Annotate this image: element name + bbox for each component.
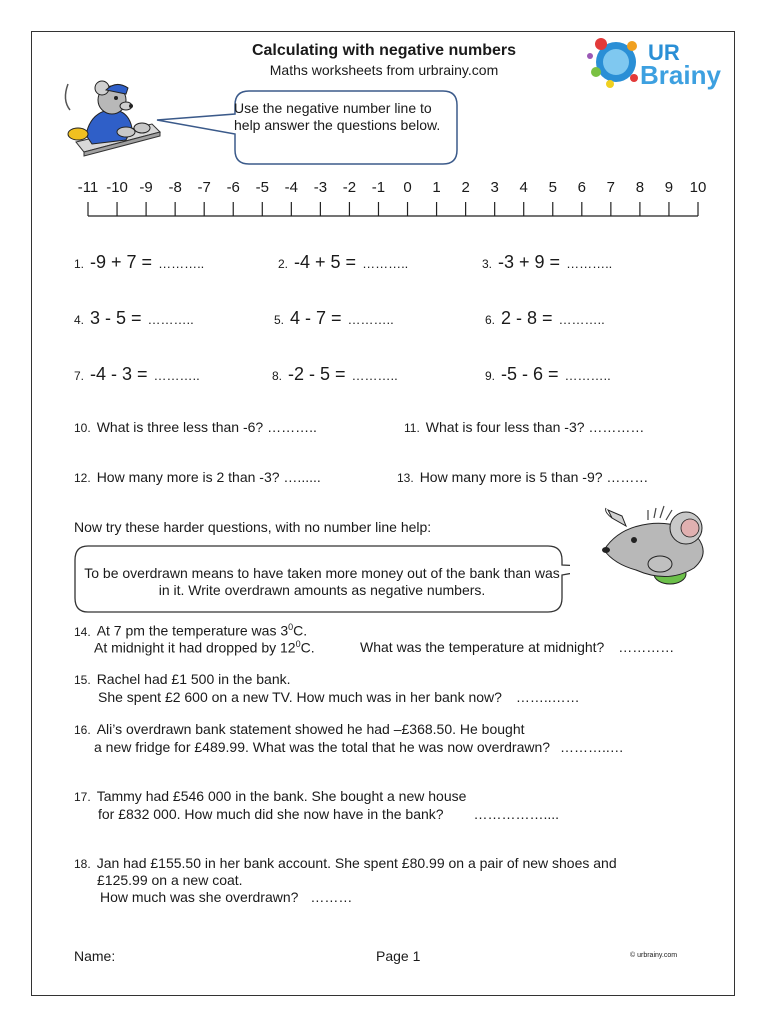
question-number: 4. bbox=[74, 313, 85, 327]
name-label: Name: bbox=[74, 948, 116, 964]
answer-blank[interactable]: ……….. bbox=[558, 312, 605, 327]
question-18-line-2 bbox=[97, 872, 243, 888]
question-expression: -5 - 6 = bbox=[501, 364, 559, 384]
question-14-line-1 bbox=[74, 622, 307, 639]
question-expression: -9 + 7 = bbox=[90, 252, 153, 272]
question-text: How much was she overdrawn? bbox=[100, 889, 299, 905]
number-line-label: -11 bbox=[77, 179, 99, 196]
question-text: How many more is 2 than -3? …...... bbox=[96, 469, 321, 485]
question-18-line-3 bbox=[100, 889, 352, 905]
question-number: 14. bbox=[74, 624, 91, 639]
question-number: 12. bbox=[74, 471, 91, 485]
question-2 bbox=[278, 252, 408, 273]
question-15-line-1 bbox=[74, 671, 291, 687]
question-number: 17. bbox=[74, 790, 91, 804]
question-16-line-2 bbox=[94, 739, 624, 755]
logo-text-brainy: Brainy bbox=[640, 60, 721, 90]
number-line-label: 5 bbox=[548, 179, 557, 196]
number-line-label: 9 bbox=[664, 179, 674, 196]
question-text: What was the temperature at midnight? bbox=[360, 639, 605, 655]
degree-superscript: 0 bbox=[295, 639, 301, 649]
question-13 bbox=[397, 469, 648, 485]
question-text: Ali’s overdrawn bank statement showed he had –£368.50. He bought bbox=[96, 721, 525, 737]
question-text: What is four less than -3? ………… bbox=[425, 419, 645, 435]
number-line-label: -5 bbox=[255, 179, 269, 196]
question-10 bbox=[74, 419, 317, 435]
question-16-line-1 bbox=[74, 721, 525, 737]
question-number: 7. bbox=[74, 369, 85, 383]
page-number: Page 1 bbox=[376, 948, 421, 964]
number-line-label: 3 bbox=[490, 179, 499, 196]
answer-blank[interactable]: ………..… bbox=[559, 739, 624, 755]
harder-questions-intro: Now try these harder questions, with no number line help: bbox=[74, 519, 432, 535]
question-text: How many more is 5 than -9? ……… bbox=[419, 469, 649, 485]
question-expression: 3 - 5 = bbox=[90, 308, 142, 328]
number-line-label: -3 bbox=[313, 179, 328, 196]
question-expression: -3 + 9 = bbox=[498, 252, 561, 272]
question-14-ask bbox=[360, 639, 674, 655]
answer-blank[interactable]: ……….. bbox=[153, 368, 200, 383]
number-line-label: 0 bbox=[403, 179, 412, 196]
question-text: for £832 000. How much did she now have in the bank? bbox=[98, 806, 444, 822]
question-number: 15. bbox=[74, 673, 91, 687]
question-text: C. bbox=[300, 639, 315, 656]
copyright-notice: © urbrainy.com bbox=[630, 952, 678, 959]
question-text: Tammy had £546 000 in the bank. She bought a new house bbox=[96, 788, 467, 804]
number-line-label: 7 bbox=[606, 179, 616, 196]
number-line-label: -8 bbox=[168, 179, 182, 196]
question-text: What is three less than -6? ……….. bbox=[96, 419, 317, 435]
question-12 bbox=[74, 469, 321, 485]
logo-text-ur: UR bbox=[648, 40, 680, 65]
answer-blank[interactable]: ……….. bbox=[147, 312, 194, 327]
number-line-label: -7 bbox=[197, 179, 211, 196]
question-number: 16. bbox=[74, 723, 91, 737]
number-line-label: 2 bbox=[461, 179, 470, 196]
question-9 bbox=[485, 364, 611, 385]
number-line-label: -1 bbox=[371, 179, 386, 196]
question-3 bbox=[482, 252, 612, 273]
question-number: 2. bbox=[278, 257, 289, 271]
question-text: C. bbox=[293, 622, 308, 639]
question-number: 1. bbox=[74, 257, 85, 271]
question-expression: 4 - 7 = bbox=[290, 308, 342, 328]
definition-speech-bubble bbox=[74, 545, 570, 613]
answer-blank[interactable]: ……….. bbox=[351, 368, 398, 383]
question-17-line-1 bbox=[74, 788, 466, 804]
number-line-label: -2 bbox=[342, 179, 357, 196]
page-title: Calculating with negative numbers bbox=[251, 42, 517, 59]
answer-blank[interactable]: ……… bbox=[310, 889, 353, 905]
question-number: 6. bbox=[485, 313, 496, 327]
question-17-line-2 bbox=[98, 806, 559, 822]
question-expression: -2 - 5 = bbox=[288, 364, 346, 384]
number-line-label: -4 bbox=[284, 179, 299, 196]
question-14-line-2 bbox=[94, 639, 315, 656]
question-6 bbox=[485, 308, 605, 329]
question-text: She spent £2 600 on a new TV. How much was in her bank now? bbox=[98, 689, 502, 705]
question-15-line-2 bbox=[98, 689, 580, 705]
question-5 bbox=[274, 308, 394, 329]
answer-blank[interactable]: ……….. bbox=[566, 256, 613, 271]
answer-blank[interactable]: ……….. bbox=[362, 256, 409, 271]
number-line-label: 10 bbox=[689, 179, 707, 196]
number-line-label: 8 bbox=[635, 179, 645, 196]
thinking-mouse-illustration bbox=[598, 498, 714, 590]
question-number: 3. bbox=[482, 257, 493, 271]
question-text: At midnight it had dropped by 12 bbox=[94, 639, 296, 656]
question-expression: -4 - 3 = bbox=[90, 364, 148, 384]
question-4 bbox=[74, 308, 194, 329]
instruction-text: Use the negative number line to help answer the questions below. bbox=[234, 100, 441, 133]
urbrainy-logo bbox=[586, 32, 734, 92]
number-line-label: 1 bbox=[432, 179, 441, 196]
mouse-on-keyboard-illustration bbox=[56, 80, 168, 162]
question-1 bbox=[74, 252, 204, 273]
question-text: £125.99 on a new coat. bbox=[97, 872, 243, 888]
answer-blank[interactable]: ………… bbox=[618, 639, 675, 655]
question-number: 10. bbox=[74, 421, 91, 435]
answer-blank[interactable]: ……..…… bbox=[515, 689, 580, 705]
number-line bbox=[60, 178, 720, 223]
answer-blank[interactable]: ……….. bbox=[564, 368, 611, 383]
question-text: Rachel had £1 500 in the bank. bbox=[96, 671, 291, 687]
question-text: Jan had £155.50 in her bank account. She spent £80.99 on a pair of new shoes and bbox=[96, 855, 617, 871]
question-number: 11. bbox=[404, 421, 420, 435]
question-text: At 7 pm the temperature was 3 bbox=[96, 622, 289, 639]
number-line-label: 6 bbox=[577, 179, 586, 196]
page-subtitle: Maths worksheets from urbrainy.com bbox=[269, 62, 499, 78]
question-7 bbox=[74, 364, 200, 385]
question-number: 18. bbox=[74, 857, 91, 871]
question-number: 13. bbox=[397, 471, 414, 485]
answer-blank[interactable]: ……….. bbox=[158, 256, 205, 271]
answer-blank[interactable]: ……….. bbox=[347, 312, 394, 327]
question-number: 9. bbox=[485, 369, 496, 383]
number-line-label: 4 bbox=[519, 179, 528, 196]
question-expression: 2 - 8 = bbox=[501, 308, 553, 328]
question-8 bbox=[272, 364, 398, 385]
degree-superscript: 0 bbox=[288, 622, 294, 632]
question-18-line-1 bbox=[74, 855, 617, 871]
number-line-label: -9 bbox=[139, 179, 153, 196]
number-line-label: -6 bbox=[226, 179, 240, 196]
question-text: a new fridge for £489.99. What was the total that he was now overdrawn? bbox=[94, 739, 551, 755]
question-expression: -4 + 5 = bbox=[294, 252, 357, 272]
number-line-label: -10 bbox=[106, 179, 128, 196]
question-11 bbox=[404, 419, 644, 435]
instruction-speech-bubble bbox=[155, 90, 459, 166]
question-number: 8. bbox=[272, 369, 283, 383]
question-number: 5. bbox=[274, 313, 285, 327]
definition-text: To be overdrawn means to have taken more money out of the bank than was in it. Write overdrawn amounts as negative numbers. bbox=[84, 565, 560, 598]
answer-blank[interactable]: …………….... bbox=[473, 806, 560, 822]
